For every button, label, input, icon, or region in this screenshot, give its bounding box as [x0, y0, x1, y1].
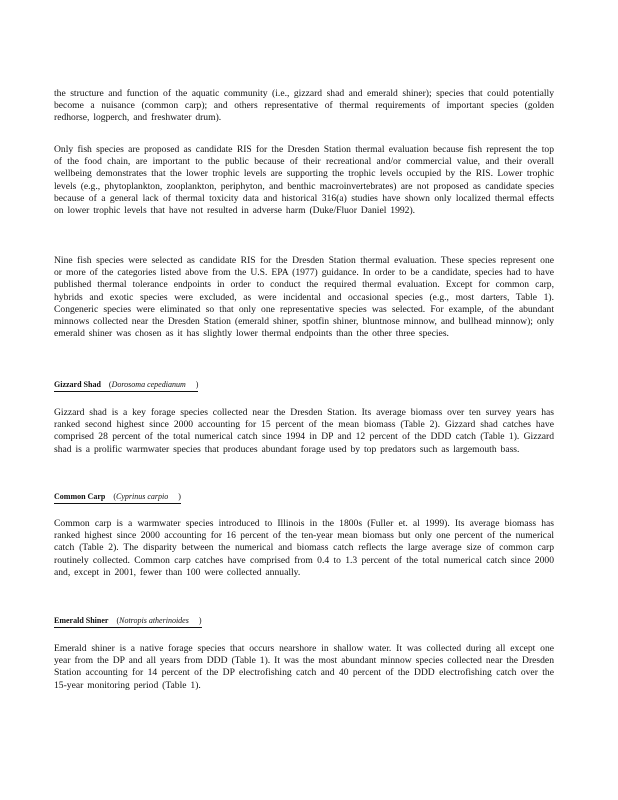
paren-close: ) — [178, 492, 181, 501]
species-common-name: Emerald Shiner — [54, 616, 109, 625]
paren-open: ( — [113, 492, 117, 501]
paren-open: ( — [108, 380, 112, 389]
heading-underline — [54, 616, 202, 628]
species-common-name: Common Carp — [54, 492, 106, 501]
paren-open: ( — [116, 616, 120, 625]
heading-gizzard-shad — [54, 380, 198, 392]
heading-underline — [54, 492, 181, 504]
paragraph-common-carp: Common carp is a warmwater species introduced to Illinois in the 1800s (Fuller et. al 1999). Its average biomass has ranked highest since 2000 accounting for 16 percent of the ten-year mean biomass but only one percent of the numerical catch (Table 2). The disparity between the numerical and biomass catch reflects the large average size of common carp routinely collected. Common carp catches have comprised from 0.4 to 1.3 percent of the total numerical catch since 2000 and, except in 2001, fewer than 100 were collected annually. — [54, 518, 554, 578]
species-latin-name: Notropis atherinoides — [119, 616, 189, 625]
species-latin-name: Dorosoma cepedianum — [111, 380, 186, 389]
paren-close: ) — [195, 380, 199, 389]
heading-emerald-shiner — [54, 616, 202, 628]
paragraph-nine-species-selection: Nine fish species were selected as candidate RIS for the Dresden Station thermal evaluation. These species represent one or more of the categories listed above from the U.S. EPA (1977) guidance. In order to be a candidate, species had to have published thermal tolerance endpoints in order to conduct the required thermal evaluation. Except for common carp, hybrids and exotic species were excluded, as were incidental and occasional species (e.g., most darters, Table 1). Congeneric species were eliminated so that only one representative species was selected. For example, of the abundant minnows collected near the Dresden Station (emerald shiner, spotfin shiner, bluntnose minnow, and bullhead minnow); only emerald shiner was chosen as it has slightly lower thermal endpoints than the other three species. — [54, 255, 554, 340]
species-common-name: Gizzard Shad — [54, 380, 101, 389]
paragraph-emerald-shiner: Emerald shiner is a native forage species that occurs nearshore in shallow water. It was collected during all except one year from the DP and all years from DDD (Table 1). It was the most abundant minnow species collected near the Dresden Station accounting for 14 percent of the DP electrofishing catch and 40 percent of the DDD electrofishing catch over the 15-year monitoring period (Table 1). — [54, 643, 554, 691]
heading-common-carp — [54, 492, 181, 504]
paragraph-fish-species-rationale: Only fish species are proposed as candidate RIS for the Dresden Station thermal evaluation because fish represent the top of the food chain, are important to the public because of their recreational and/or commercial value, and their overall wellbeing demonstrates that the lower trophic levels are supporting the trophic levels occupied by the RIS. Lower trophic levels (e.g., phytoplankton, zooplankton, periphyton, and benthic macroinvertebrates) are not proposed as candidate species because of a general lack of thermal toxicity data and historical 316(a) studies have shown only localized thermal effects on lower trophic levels that have not resulted in adverse harm (Duke/Fluor Daniel 1992). — [54, 144, 554, 217]
paren-close: ) — [198, 616, 202, 625]
paragraph-ris-categories: the structure and function of the aquatic community (i.e., gizzard shad and emerald shiner); species that could potentially become a nuisance (common carp); and others representative of thermal requirements of important species (golden redhorse, logperch, and freshwater drum). — [54, 88, 554, 124]
heading-underline — [54, 380, 198, 392]
paragraph-gizzard-shad: Gizzard shad is a key forage species collected near the Dresden Station. Its average biomass over ten survey years has ranked second highest since 2000 accounting for 15 percent of the mean biomass (Table 2). Gizzard shad catches have comprised 28 percent of the total numerical catch since 1994 in DP and 12 percent of the DDD catch (Table 1). Gizzard shad is a prolific warmwater species that produces abundant forage used by top predators such as largemouth bass. — [54, 407, 554, 455]
species-latin-name: Cyprinus carpio — [116, 492, 169, 501]
